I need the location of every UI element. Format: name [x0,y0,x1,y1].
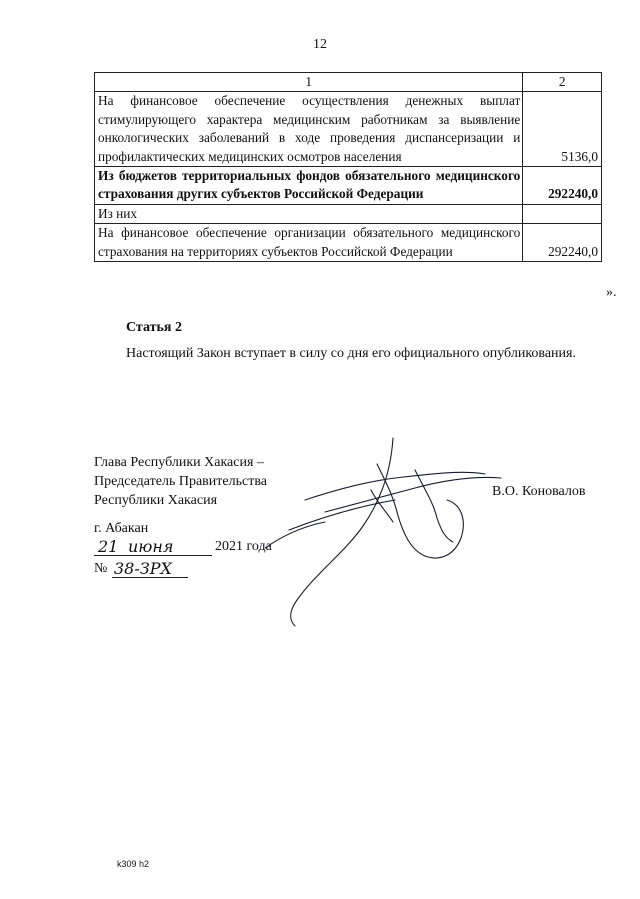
table-row [95,224,602,262]
page-number: 12 [313,37,327,52]
signatory-title [94,453,267,510]
budget-table [94,72,602,262]
table-row [95,204,602,223]
row-value: 292240,0 [523,167,602,205]
date-day-handwritten: 21 [98,537,119,556]
row-value: 292240,0 [523,224,602,262]
row-text: Из бюджетов территориальных фондов обязательного медицинского страхования других субъектов Российской Федерации [95,167,523,205]
row-value [523,204,602,223]
number-underline [112,577,188,578]
city: г. Абакан [94,521,149,536]
table-header-row [95,73,602,92]
signatory-line-3: Республики Хакасия [94,493,218,508]
table-header-col2: 2 [523,73,602,92]
table-header-col1: 1 [95,73,523,92]
signatory-line-1: Глава Республики Хакасия – [94,455,264,470]
table-row [95,167,602,205]
row-value: 5136,0 [523,92,602,167]
footer-code: k309 h2 [117,859,150,869]
table-row [95,92,602,167]
date-line [94,539,294,559]
date-month-handwritten: июня [128,537,174,556]
number-sign: № [94,561,108,576]
law-number-line [94,561,214,581]
row-text: Из них [95,204,523,223]
article-title: Статья 2 [126,320,182,335]
closing-quote-mark: ». [606,285,617,300]
row-text: На финансовое обеспечение организации обязательного медицинского страхования на территориях субъектов Российской Федерации [95,224,523,262]
article-text: Настоящий Закон вступает в силу со дня его официального опубликования. [126,346,576,361]
signer-name: В.О. Коновалов [492,484,586,499]
handwritten-signature [265,430,535,630]
row-text: На финансовое обеспечение осуществления денежных выплат стимулирующего характера медицинским работникам за выявление онкологических заболеваний в ходе проведения диспансеризации и профилактических медицинских осмотров населения [95,92,523,167]
date-year: 2021 года [215,539,272,554]
signatory-line-2: Председатель Правительства [94,474,267,489]
date-underline [94,555,212,556]
law-number-handwritten: 38-ЗРХ [114,559,172,578]
